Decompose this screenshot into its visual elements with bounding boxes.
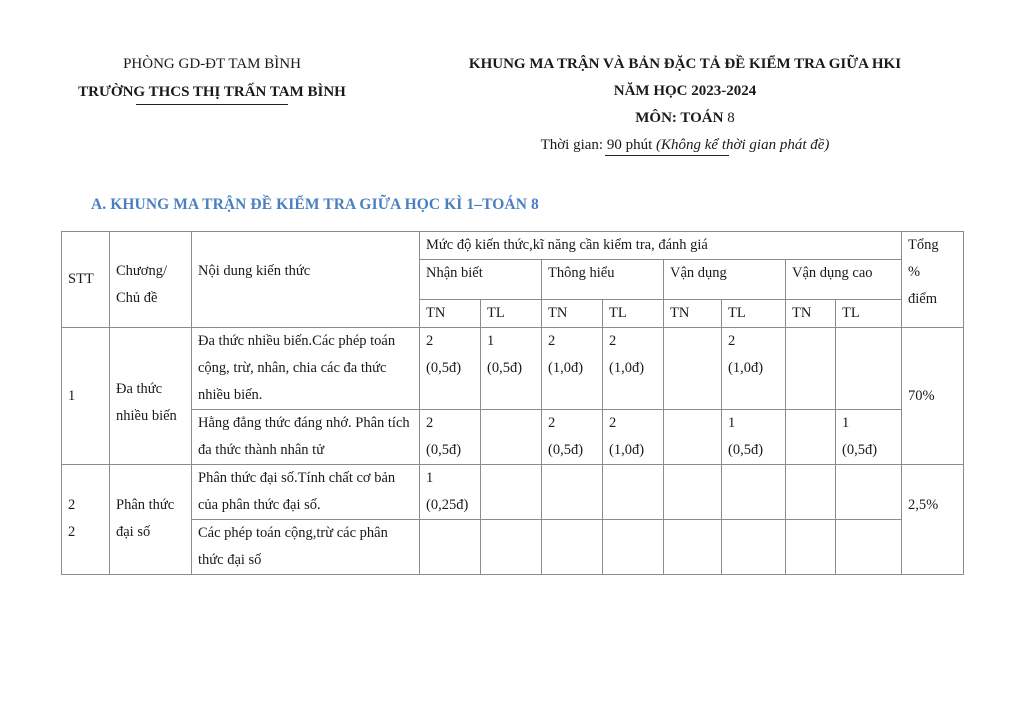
cell-empty xyxy=(836,520,902,575)
cell-points: (0,5đ) xyxy=(487,360,523,376)
header-sub-tn: TN xyxy=(664,300,722,328)
table-header-row xyxy=(62,232,964,260)
cell-empty xyxy=(603,520,664,575)
header-chapter xyxy=(110,232,192,328)
school-header xyxy=(62,54,362,105)
header-level-application: Vận dụng xyxy=(664,260,786,300)
row-chapter-line1: Đa thức xyxy=(116,381,163,397)
cell-points: (0,25đ) xyxy=(426,497,469,513)
time-text: Thời gian: 90 phút xyxy=(540,137,657,153)
cell-count: 1 xyxy=(842,415,850,431)
cell-count: 1 xyxy=(487,333,495,349)
subject-line xyxy=(430,108,940,128)
row-content: Các phép toán cộng,trừ các phân thức đại số xyxy=(192,520,420,575)
header-stt: STT xyxy=(62,232,110,328)
cell-count-points xyxy=(836,410,902,465)
exam-header xyxy=(430,54,940,162)
cell-count-points xyxy=(542,410,603,465)
cell-empty xyxy=(420,520,481,575)
cell-count-points xyxy=(786,328,836,410)
cell-count-points xyxy=(786,465,836,520)
header-sub-tl: TL xyxy=(481,300,542,328)
cell-count-points xyxy=(664,410,722,465)
row-chapter xyxy=(110,328,192,465)
department-name: PHÒNG GD-ĐT TAM BÌNH xyxy=(123,56,301,72)
cell-empty xyxy=(664,520,722,575)
cell-count-points xyxy=(420,328,481,410)
cell-count-points xyxy=(603,465,664,520)
cell-count-points xyxy=(836,328,902,410)
cell-count-points xyxy=(603,410,664,465)
cell-count: 2 xyxy=(426,415,434,431)
cell-count-points xyxy=(722,410,786,465)
school-name: TRƯỜNG THCS THỊ TRẤN TAM BÌNH xyxy=(78,84,346,100)
row-chapter xyxy=(110,465,192,575)
section-title: A. KHUNG MA TRẬN ĐỀ KIỂM TRA GIỮA HỌC KÌ 1–TOÁN 8 xyxy=(91,196,539,213)
row-content: Hằng đẳng thức đáng nhớ. Phân tích đa thức thành nhân tử xyxy=(192,410,420,465)
cell-points: (1,0đ) xyxy=(548,360,584,376)
row-total: 70% xyxy=(902,328,964,465)
cell-count: 2 xyxy=(609,333,617,349)
time-line xyxy=(430,135,940,155)
exam-matrix-table xyxy=(61,231,964,575)
cell-points: (1,0đ) xyxy=(728,360,764,376)
header-total-line3: điểm xyxy=(908,291,937,307)
row-stt: 1 xyxy=(62,328,110,465)
cell-count-points xyxy=(420,410,481,465)
cell-count: 2 xyxy=(548,333,556,349)
header-total xyxy=(902,232,964,328)
row-chapter-line1: Phân thức xyxy=(116,497,175,513)
cell-points: (0,5đ) xyxy=(426,442,462,458)
cell-count-points xyxy=(420,465,481,520)
row-content: Đa thức nhiều biến.Các phép toán cộng, trừ, nhân, chia các đa thức nhiều biến. xyxy=(192,328,420,410)
cell-empty xyxy=(542,520,603,575)
header-total-line2: % xyxy=(908,264,921,280)
row-stt-line2: 2 xyxy=(68,524,76,540)
header-sub-tn: TN xyxy=(542,300,603,328)
cell-count-points xyxy=(836,465,902,520)
header-level-recognition: Nhận biết xyxy=(420,260,542,300)
cell-count-points xyxy=(481,465,542,520)
cell-count: 1 xyxy=(728,415,736,431)
time-note: (Không kể thời gian phát đề) xyxy=(656,137,830,153)
header-content: Nội dung kiến thức xyxy=(192,232,420,328)
header-sub-tl: TL xyxy=(603,300,664,328)
header-level-advanced: Vận dụng cao xyxy=(786,260,902,300)
exam-title: KHUNG MA TRẬN VÀ BẢN ĐẶC TẢ ĐỀ KIỂM TRA GIỮA HKI xyxy=(468,56,902,72)
header-sub-tl: TL xyxy=(722,300,786,328)
table-row xyxy=(62,520,964,575)
cell-count: 1 xyxy=(426,470,434,486)
table-row xyxy=(62,328,964,410)
header-total-line1: Tổng xyxy=(908,237,939,253)
cell-count-points xyxy=(664,328,722,410)
cell-count-points xyxy=(664,465,722,520)
cell-points: (1,0đ) xyxy=(609,442,645,458)
cell-points: (1,0đ) xyxy=(609,360,645,376)
cell-count: 2 xyxy=(548,415,556,431)
cell-points: (0,5đ) xyxy=(842,442,878,458)
header-chapter-line2: Chủ đề xyxy=(116,290,158,306)
row-chapter-line2: nhiều biến xyxy=(116,408,177,424)
row-stt xyxy=(62,465,110,575)
header-level-group: Mức độ kiến thức,kĩ năng cần kiểm tra, đánh giá xyxy=(420,232,902,260)
cell-empty xyxy=(722,520,786,575)
cell-count-points xyxy=(722,328,786,410)
subject-grade: 8 xyxy=(723,110,735,126)
cell-points: (0,5đ) xyxy=(728,442,764,458)
cell-points: (0,5đ) xyxy=(426,360,462,376)
school-name-underline xyxy=(136,104,288,105)
cell-points: (0,5đ) xyxy=(548,442,584,458)
cell-count-points xyxy=(603,328,664,410)
cell-count: 2 xyxy=(426,333,434,349)
row-chapter-line2: đại số xyxy=(116,524,151,540)
cell-count: 2 xyxy=(609,415,617,431)
cell-count-points xyxy=(542,465,603,520)
header-sub-tl: TL xyxy=(836,300,902,328)
cell-empty xyxy=(786,520,836,575)
header-sub-tn: TN xyxy=(420,300,481,328)
cell-count-points xyxy=(786,410,836,465)
cell-count: 2 xyxy=(728,333,736,349)
cell-count-points xyxy=(481,410,542,465)
header-chapter-line1: Chương/ xyxy=(116,263,167,279)
header-level-understanding: Thông hiểu xyxy=(542,260,664,300)
row-stt-line1: 2 xyxy=(68,497,76,513)
table-row xyxy=(62,410,964,465)
table-row xyxy=(62,465,964,520)
subject-label: MÔN: TOÁN xyxy=(635,110,724,126)
cell-empty xyxy=(481,520,542,575)
row-total: 2,5% xyxy=(902,465,964,575)
row-content: Phân thức đại số.Tính chất cơ bản của phân thức đại số. xyxy=(192,465,420,520)
cell-count-points xyxy=(481,328,542,410)
header-sub-tn: TN xyxy=(786,300,836,328)
school-year: NĂM HỌC 2023-2024 xyxy=(613,83,757,99)
cell-count-points xyxy=(542,328,603,410)
cell-count-points xyxy=(722,465,786,520)
time-underline xyxy=(605,155,729,156)
